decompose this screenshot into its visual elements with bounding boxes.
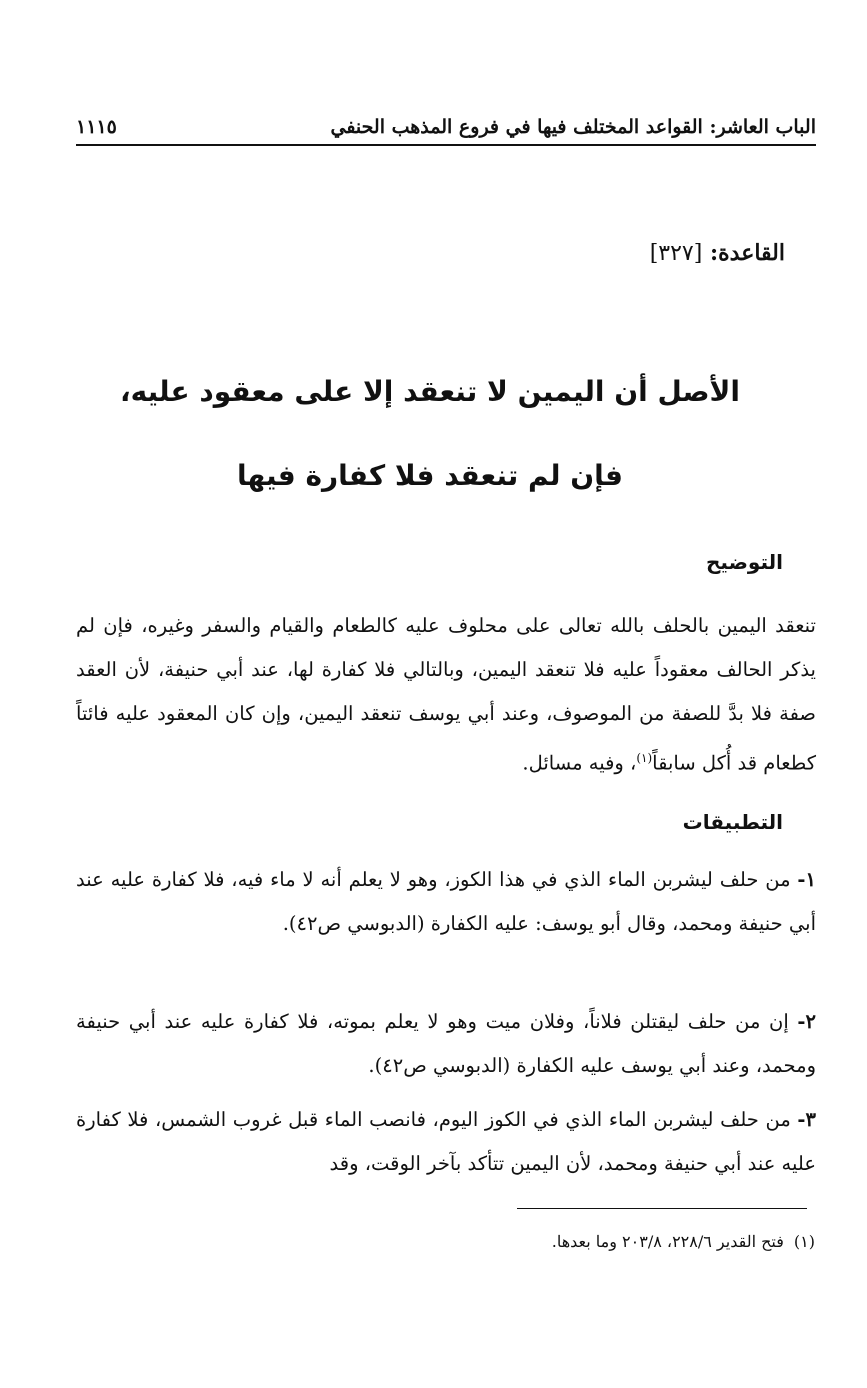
rule-number: [٣٢٧] — [649, 241, 703, 266]
application-item — [76, 1000, 816, 1088]
rule-heading — [60, 350, 800, 518]
application-text: من حلف ليشربن الماء الذي في الكوز اليوم، فانصب الماء قبل غروب الشمس، فلا كفارة عليه عند أبي حنيفة ومحمد، لأن اليمين تتأكد بآخر الوقت، وقد — [76, 1108, 816, 1175]
rule-heading-line-1: الأصل أن اليمين لا تنعقد إلا على معقود عليه، — [120, 375, 740, 408]
explanation-paragraph — [76, 604, 816, 786]
applications-title: التطبيقات — [682, 810, 783, 834]
running-header — [76, 108, 816, 146]
rule-heading-line-2: فإن لم تنعقد فلا كفارة فيها — [237, 459, 623, 492]
application-item — [76, 1098, 816, 1186]
explanation-title: التوضيح — [706, 550, 783, 574]
explanation-text: تنعقد اليمين بالحلف بالله تعالى على محلوف عليه كالطعام والقيام والسفر وغيره، فإن لم يذكر الحالف معقوداً عليه فلا تنعقد اليمين، وبالتالي فلا كفارة لها، عند أبي حنيفة، لأن العقد صفة فلا بدَّ للصفة من الموصوف، وعند أبي يوسف تنعقد اليمين، وإن كان المعقود عليه فائتاً كطعام قد أُكل سابقاً — [76, 614, 816, 775]
application-item — [76, 858, 816, 946]
footnote-separator — [517, 1208, 807, 1209]
application-number: ١- — [797, 868, 816, 891]
footnote-reference[interactable]: (١) — [636, 751, 653, 765]
rule-label — [650, 240, 785, 266]
application-text: إن من حلف ليقتلن فلاناً، وفلان ميت وهو لا يعلم بموته، فلا كفارة عليه عند أبي حنيفة ومحمد، وعند أبي يوسف عليه الكفارة (الدبوسي ص٤٢). — [76, 1010, 816, 1077]
page-number: ١١١٥ — [76, 116, 117, 138]
footnote-marker: (١) — [793, 1232, 815, 1251]
chapter-title: الباب العاشر: القواعد المختلف فيها في فروع المذهب الحنفي — [330, 116, 816, 138]
footnote-text: فتح القدير ٢٢٨/٦، ٢٠٣/٨ وما بعدها. — [551, 1232, 784, 1251]
rule-label-text: القاعدة: — [710, 240, 785, 266]
application-text: من حلف ليشربن الماء الذي في هذا الكوز، وهو لا يعلم أنه لا ماء فيه، فلا كفارة عليه عند أبي حنيفة ومحمد، وقال أبو يوسف: عليه الكفارة (الدبوسي ص٤٢). — [76, 868, 816, 935]
application-number: ٣- — [797, 1108, 816, 1131]
application-number: ٢- — [797, 1010, 816, 1033]
explanation-text-end: ، وفيه مسائل. — [522, 751, 637, 775]
footnote — [552, 1232, 815, 1251]
